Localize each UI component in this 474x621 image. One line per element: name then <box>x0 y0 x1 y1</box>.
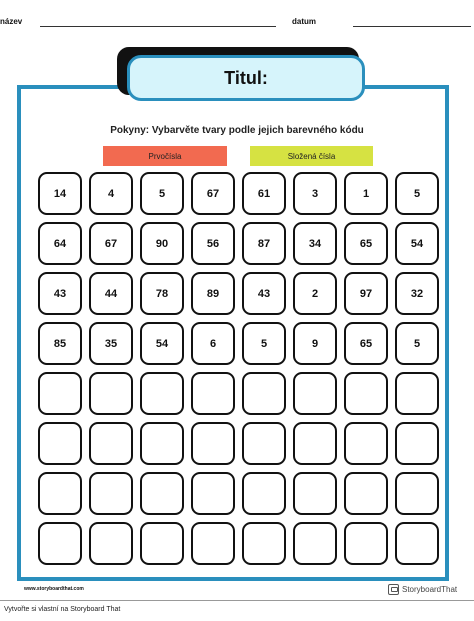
grid-cell[interactable]: 2 <box>293 272 337 315</box>
grid-cell[interactable] <box>344 422 388 465</box>
page-title: Titul: <box>224 67 268 88</box>
grid-cell[interactable] <box>344 472 388 515</box>
footer-credit: Vytvořte si vlastní na Storyboard That <box>4 606 121 613</box>
grid-cell[interactable] <box>140 472 184 515</box>
grid-cell[interactable] <box>395 372 439 415</box>
grid-cell[interactable] <box>242 422 286 465</box>
name-field-line[interactable] <box>40 26 276 27</box>
grid-cell[interactable] <box>89 422 133 465</box>
grid-cell[interactable] <box>344 522 388 565</box>
grid-cell[interactable] <box>38 422 82 465</box>
grid-cell[interactable] <box>140 372 184 415</box>
legend-prime-label: Prvočísla <box>148 151 182 161</box>
site-url: www.storyboardthat.com <box>24 586 84 592</box>
grid-cell[interactable] <box>242 372 286 415</box>
grid-cell[interactable]: 32 <box>395 272 439 315</box>
grid-cell[interactable] <box>191 472 235 515</box>
brand-logo <box>388 583 457 595</box>
grid-cell[interactable]: 97 <box>344 272 388 315</box>
grid-cell[interactable]: 14 <box>38 172 82 215</box>
grid-cell[interactable]: 67 <box>191 172 235 215</box>
grid-cell[interactable] <box>344 372 388 415</box>
grid-cell[interactable] <box>395 422 439 465</box>
storyboard-icon <box>388 584 399 595</box>
title-box <box>127 55 365 101</box>
grid-cell[interactable]: 65 <box>344 222 388 265</box>
grid-cell[interactable]: 78 <box>140 272 184 315</box>
grid-cell[interactable] <box>89 372 133 415</box>
grid-cell[interactable]: 56 <box>191 222 235 265</box>
grid-cell[interactable]: 5 <box>242 322 286 365</box>
grid-cell[interactable] <box>395 522 439 565</box>
number-grid <box>38 172 439 565</box>
grid-cell[interactable]: 5 <box>140 172 184 215</box>
grid-cell[interactable]: 89 <box>191 272 235 315</box>
grid-cell[interactable]: 64 <box>38 222 82 265</box>
grid-cell[interactable]: 65 <box>344 322 388 365</box>
legend-composite <box>250 146 373 166</box>
grid-cell[interactable]: 67 <box>89 222 133 265</box>
grid-cell[interactable]: 44 <box>89 272 133 315</box>
grid-cell[interactable] <box>293 522 337 565</box>
grid-cell[interactable]: 85 <box>38 322 82 365</box>
legend-prime <box>103 146 227 166</box>
grid-cell[interactable]: 6 <box>191 322 235 365</box>
grid-cell[interactable]: 43 <box>38 272 82 315</box>
grid-cell[interactable] <box>38 522 82 565</box>
grid-cell[interactable]: 34 <box>293 222 337 265</box>
brand-name: StoryboardThat <box>402 584 458 594</box>
grid-cell[interactable]: 9 <box>293 322 337 365</box>
grid-cell[interactable] <box>293 372 337 415</box>
grid-cell[interactable] <box>191 372 235 415</box>
grid-cell[interactable] <box>191 522 235 565</box>
grid-cell[interactable] <box>293 472 337 515</box>
grid-cell[interactable] <box>395 472 439 515</box>
grid-cell[interactable] <box>89 472 133 515</box>
grid-cell[interactable]: 43 <box>242 272 286 315</box>
grid-cell[interactable] <box>191 422 235 465</box>
grid-cell[interactable]: 1 <box>344 172 388 215</box>
grid-cell[interactable]: 54 <box>140 322 184 365</box>
grid-cell[interactable]: 90 <box>140 222 184 265</box>
date-field-line[interactable] <box>353 26 471 27</box>
grid-cell[interactable]: 35 <box>89 322 133 365</box>
legend-composite-label: Složená čísla <box>287 151 336 161</box>
grid-cell[interactable] <box>38 472 82 515</box>
grid-cell[interactable] <box>140 422 184 465</box>
grid-cell[interactable]: 5 <box>395 322 439 365</box>
name-label: název <box>0 17 23 26</box>
footer-divider <box>0 600 474 601</box>
grid-cell[interactable] <box>242 522 286 565</box>
grid-cell[interactable]: 4 <box>89 172 133 215</box>
grid-cell[interactable] <box>293 422 337 465</box>
grid-cell[interactable]: 61 <box>242 172 286 215</box>
instructions: Pokyny: Vybarvěte tvary podle jejich barevného kódu <box>110 125 364 136</box>
grid-cell[interactable]: 87 <box>242 222 286 265</box>
grid-cell[interactable] <box>89 522 133 565</box>
grid-cell[interactable] <box>242 472 286 515</box>
grid-cell[interactable]: 54 <box>395 222 439 265</box>
grid-cell[interactable]: 3 <box>293 172 337 215</box>
grid-cell[interactable] <box>38 372 82 415</box>
grid-cell[interactable]: 5 <box>395 172 439 215</box>
date-label: datum <box>292 17 316 26</box>
grid-cell[interactable] <box>140 522 184 565</box>
